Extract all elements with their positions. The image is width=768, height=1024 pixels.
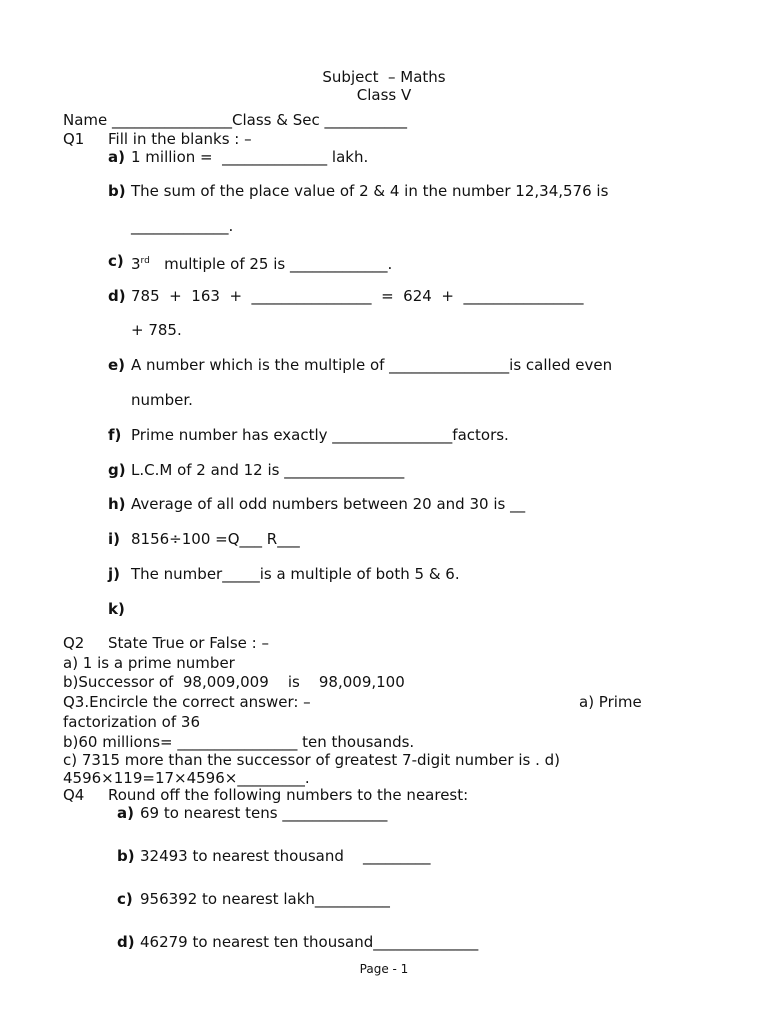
q3-b: b)60 millions= ________________ ten thousands. bbox=[63, 733, 415, 751]
q1-d-text: 785 + 163 + ________________ = 624 + ________________ bbox=[131, 287, 584, 305]
q1-c-post: multiple of 25 is _____________. bbox=[149, 255, 393, 273]
q4-a-pre: 69 to nearest bbox=[140, 804, 246, 822]
q4-b-text bbox=[140, 847, 430, 865]
q2-a: a) 1 is a prime number bbox=[63, 654, 235, 672]
q4-d-text bbox=[140, 933, 478, 951]
q4-a-label: a) bbox=[117, 804, 134, 822]
q1-a-label: a) bbox=[108, 148, 125, 166]
q1-title: Fill in the blanks : – bbox=[108, 130, 252, 148]
q1-c-text bbox=[131, 252, 392, 273]
page-number: Page - 1 bbox=[359, 962, 409, 976]
q4-b-blank: _________ bbox=[343, 847, 431, 865]
q3-title: Q3.Encircle the correct answer: – bbox=[63, 693, 311, 711]
q1-h-text: Average of all odd numbers between 20 and 30 is __ bbox=[131, 495, 526, 513]
q3-c: c) 7315 more than the successor of greatest 7-digit number is . d) bbox=[63, 751, 560, 769]
q1-h-label: h) bbox=[108, 495, 126, 513]
q1-i-label: i) bbox=[108, 530, 120, 548]
q3-d: 4596×119=17×4596×_________. bbox=[63, 769, 310, 787]
q4-c-text bbox=[140, 890, 390, 908]
q1-c-sup: rd bbox=[140, 256, 150, 266]
q4-number: Q4 bbox=[63, 786, 85, 804]
q1-b-text: The sum of the place value of 2 & 4 in the number 12,34,576 is bbox=[131, 182, 609, 200]
q1-e-label: e) bbox=[108, 356, 126, 374]
q1-e-text: A number which is the multiple of ________________is called even bbox=[131, 356, 613, 374]
q1-f-label: f) bbox=[108, 426, 122, 444]
subject-heading: Subject – Maths bbox=[322, 68, 446, 86]
q4-d-blank: ______________ bbox=[373, 933, 479, 951]
q2-b: b)Successor of 98,009,009 is 98,009,100 bbox=[63, 673, 405, 691]
q4-d-bold: ten thousand bbox=[273, 933, 374, 951]
q4-a-blank: ______________ bbox=[277, 804, 388, 822]
q3-a-start: a) Prime bbox=[579, 693, 642, 711]
q1-g-label: g) bbox=[108, 461, 126, 479]
q1-f-text: Prime number has exactly ________________factors. bbox=[131, 426, 509, 444]
q1-k-label: k) bbox=[108, 600, 125, 618]
q1-e-cont: number. bbox=[131, 391, 193, 409]
name-class-line: Name ________________Class & Sec ___________ bbox=[63, 111, 407, 129]
q1-j-text: The number_____is a multiple of both 5 & 6. bbox=[131, 565, 460, 583]
q1-c-label: c) bbox=[108, 252, 124, 270]
q4-b-label: b) bbox=[117, 847, 135, 865]
q2-title: State True or False : – bbox=[108, 634, 269, 652]
q4-b-bold: thousand bbox=[273, 847, 344, 865]
q1-i-text: 8156÷100 =Q___ R___ bbox=[131, 530, 300, 548]
q4-c-blank: __________ bbox=[314, 890, 390, 908]
q1-c-pre: 3 bbox=[131, 255, 141, 273]
q4-a-bold: tens bbox=[245, 804, 278, 822]
q1-a-text: 1 million = ______________ lakh. bbox=[131, 148, 369, 166]
q1-g-text: L.C.M of 2 and 12 is ________________ bbox=[131, 461, 405, 479]
class-heading: Class V bbox=[356, 86, 412, 104]
q4-a-text bbox=[140, 804, 387, 822]
q1-b-label: b) bbox=[108, 182, 126, 200]
q4-c-pre: 956392 to nearest bbox=[140, 890, 284, 908]
q2-number: Q2 bbox=[63, 634, 85, 652]
q4-d-pre: 46279 to nearest bbox=[140, 933, 274, 951]
q4-title: Round off the following numbers to the nearest: bbox=[108, 786, 469, 804]
q1-d-label: d) bbox=[108, 287, 126, 305]
q4-c-label: c) bbox=[117, 890, 133, 908]
q1-number: Q1 bbox=[63, 130, 85, 148]
q4-c-bold: lakh bbox=[283, 890, 315, 908]
q4-b-pre: 32493 to nearest bbox=[140, 847, 274, 865]
q3-a-cont: factorization of 36 bbox=[63, 713, 200, 731]
q1-j-label: j) bbox=[108, 565, 120, 583]
q4-d-label: d) bbox=[117, 933, 135, 951]
q1-b-cont: _____________. bbox=[131, 217, 234, 235]
q1-d-cont: + 785. bbox=[131, 321, 182, 339]
